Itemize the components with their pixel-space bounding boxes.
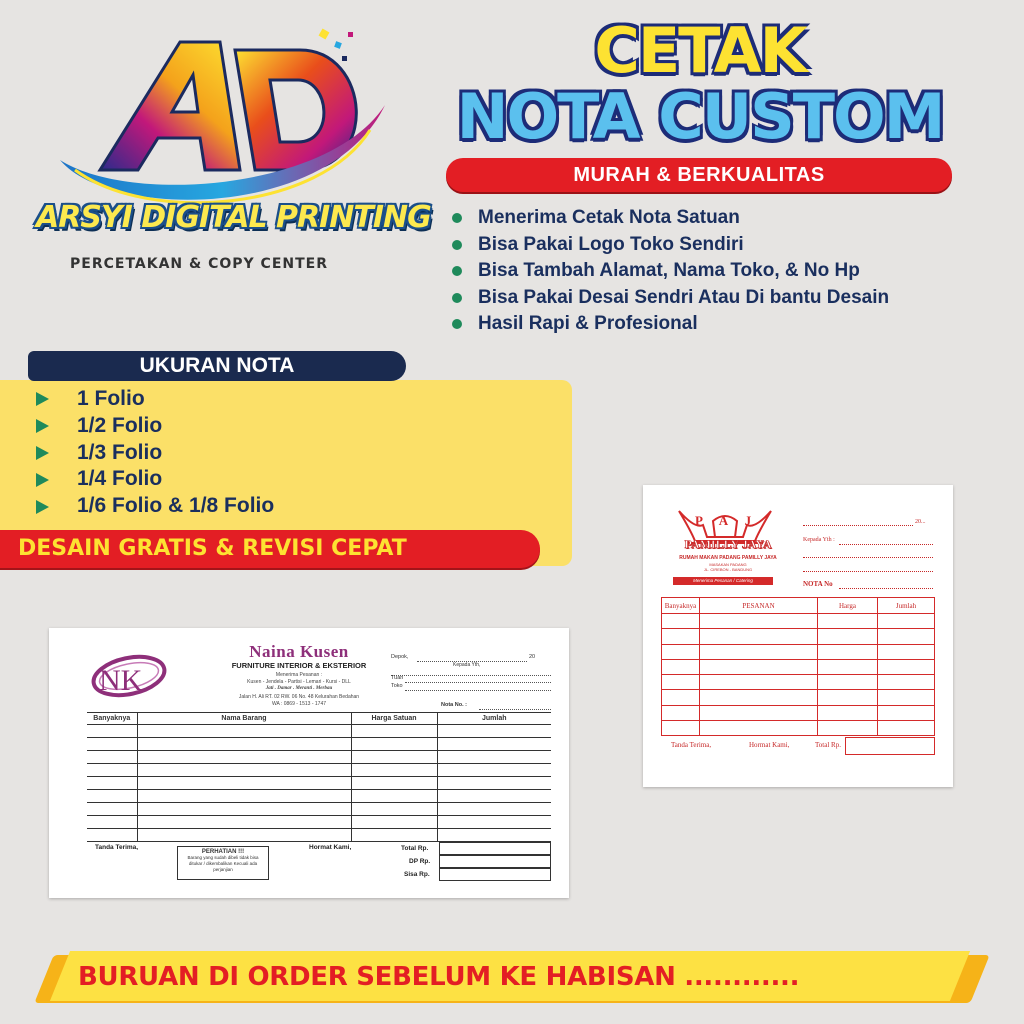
bottom-banner-text: BURUAN DI ORDER SEBELUM KE HABISAN ............ (78, 962, 800, 992)
nk-dp-box (439, 855, 551, 868)
nk-dp-label: DP Rp. (409, 858, 431, 865)
pj-tanda-terima: Tanda Terima, (671, 741, 712, 749)
nk-total-box (439, 842, 551, 855)
brand-logo (30, 20, 431, 280)
nk-notice-title: PERHATIAN !!! (201, 849, 245, 855)
headline-line2: NOTA CUSTOM (456, 80, 944, 153)
table-row (87, 764, 551, 777)
table-row (87, 790, 551, 803)
nk-line: WA : 0869 - 1513 - 1747 (271, 701, 327, 707)
tagline-banner: MURAH & BERKUALITAS (446, 158, 952, 192)
table-row (87, 816, 551, 829)
pj-col-header: Jumlah (878, 598, 935, 614)
table-row (87, 777, 551, 790)
feature-item: Hasil Rapi & Profesional (452, 311, 1012, 338)
pj-line: MASAKAN PADANG (709, 562, 747, 567)
nk-toko: Toko (391, 683, 403, 689)
pj-col-header: Harga (818, 598, 878, 614)
bullet-icon (452, 293, 462, 303)
nk-col-header: Banyaknya (87, 713, 137, 725)
nk-sisa-label: Sisa Rp. (404, 871, 430, 878)
table-row (87, 738, 551, 751)
nk-notice-body: Barang yang sudah dibeli tidak bisa ditukar / dikembalikan Kecuali ada perjanjian (187, 855, 259, 872)
feature-item: Bisa Tambah Alamat, Nama Toko, & No Hp (452, 258, 1012, 285)
pj-nota-no: NOTA No (803, 580, 833, 588)
nk-place: Depok, (391, 654, 409, 660)
receipt-sample-naina-kusen (49, 628, 569, 898)
ad-monogram-icon (30, 20, 410, 220)
table-row (662, 659, 935, 674)
feature-item: Bisa Pakai Logo Toko Sendiri (452, 232, 1012, 259)
nk-col-header: Harga Satuan (351, 713, 437, 725)
pj-year: 20... (915, 519, 926, 525)
bullet-icon (452, 266, 462, 276)
table-row (87, 725, 551, 738)
table-row (662, 705, 935, 720)
pj-line: JL. CIREBON - BANDUNG (703, 567, 753, 572)
size-item: 1/2 Folio (36, 413, 274, 440)
pj-col-header: PESANAN (700, 598, 818, 614)
nk-year: 20 (529, 654, 536, 660)
nk-col-header: Nama Barang (137, 713, 351, 725)
nk-tuan: Tuan (391, 675, 404, 681)
table-row (662, 629, 935, 644)
bullet-icon (452, 240, 462, 250)
size-item: 1/6 Folio & 1/8 Folio (36, 493, 274, 520)
size-title: UKURAN NOTA (28, 351, 406, 381)
nk-hormat-kami: Hormat Kami, (309, 844, 352, 851)
nk-notice-box (177, 846, 269, 880)
table-row (662, 690, 935, 705)
nk-sisa-box (439, 868, 551, 881)
feature-item: Bisa Pakai Desai Sendri Atau Di bantu Desain (452, 285, 1012, 312)
size-item: 1/3 Folio (36, 440, 274, 467)
bullet-icon (452, 319, 462, 329)
bullet-icon (452, 213, 462, 223)
nk-store-tagline: FURNITURE INTERIOR & EKSTERIOR (231, 661, 367, 670)
triangle-bullet-icon (36, 500, 49, 514)
brand-subtitle: PERCETAKAN & COPY CENTER (70, 256, 328, 272)
size-list (36, 386, 274, 520)
triangle-bullet-icon (36, 392, 49, 406)
nk-logo-text: NK (99, 664, 143, 697)
feature-list (452, 205, 1012, 338)
nk-line: Jalan H. Ali RT. 02 RW. 06 No. 48 Kelurahan Bedahan (238, 694, 360, 700)
nk-item-table (87, 712, 551, 842)
nk-kepada: Kepada Yth, (453, 662, 481, 668)
nk-store-name: Naina Kusen (249, 642, 349, 661)
triangle-bullet-icon (36, 473, 49, 487)
pj-item-table (661, 597, 935, 736)
brand-name: ARSYI DIGITAL PRINTING (36, 200, 431, 235)
promo-banner: DESAIN GRATIS & REVISI CEPAT (0, 530, 540, 568)
nk-line: Kusen - Jendela - Partisi - Lemari - Kursi - DLL (247, 679, 351, 685)
pj-service-band: Menerima Pesanan / Catering (673, 577, 773, 585)
pj-kepada: Kepada Yth : (803, 537, 835, 543)
receipt-sample-pamilly-jaya (643, 485, 953, 787)
table-row (662, 675, 935, 690)
pj-total-label: Total Rp. (815, 741, 841, 749)
table-row (87, 751, 551, 764)
nk-tanda-terima: Tanda Terima, (95, 844, 139, 851)
nk-nota-no: Nota No. : (441, 702, 467, 708)
nk-line: Menerima Pesanan : (275, 672, 323, 678)
size-item: 1/4 Folio (36, 466, 274, 493)
table-row (662, 614, 935, 629)
pj-line: RUMAH MAKAN PADANG PAMILLY JAYA (679, 555, 777, 561)
pj-store-name: PAMILLY JAYA (684, 537, 772, 551)
table-row (87, 803, 551, 816)
pj-col-header: Banyaknya (662, 598, 700, 614)
triangle-bullet-icon (36, 419, 49, 433)
nk-total-label: Total Rp. (401, 845, 429, 852)
nk-line: Jati . Damar . Meranti . Merbau (265, 686, 333, 691)
pj-total-box (845, 737, 935, 755)
feature-item: Menerima Cetak Nota Satuan (452, 205, 1012, 232)
pj-logo-text: P A J (695, 513, 759, 528)
table-row (662, 644, 935, 659)
size-item: 1 Folio (36, 386, 274, 413)
triangle-bullet-icon (36, 446, 49, 460)
nk-col-header: Jumlah (437, 713, 551, 725)
table-row (87, 829, 551, 842)
headline-line1: CETAK (594, 14, 806, 87)
table-row (662, 721, 935, 736)
pj-hormat-kami: Hormat Kami, (749, 741, 790, 749)
